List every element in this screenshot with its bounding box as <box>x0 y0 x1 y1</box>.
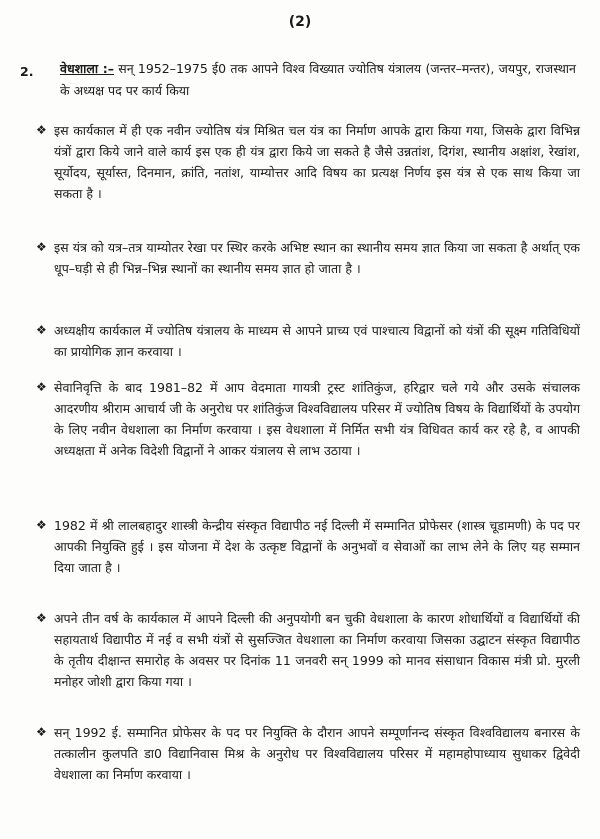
page-number: (2) <box>288 14 312 30</box>
bullet-text: सन् 1992 ई. सम्मानित प्रोफेसर के पद पर नियुक्ति के दौरान आपने सम्पूर्णानन्द संस्कृत विश्वविद्यालय बनारस के तत्कालीन कुलपति डा0 विद्यानिवास मिश्र के अनुरोध पर विश्वविद्यालय परिसर में महामहोपाध्याय सुधाकर द्विवेदी वेधशाला का निर्माण करवाया । <box>54 725 580 782</box>
bullet-text: सेवानिवृत्ति के बाद 1981–82 में आप वेदमाता गायत्री ट्रस्ट शांतिकुंज, हरिद्वार चले गये और उसके संचालक आदरणीय श्रीराम आचार्य जी के अनुरोध पर शांतिकुंज विश्वविद्यालय परिसर में ज्योतिष विषय के विद्यार्थियों के उपयोग के लिए नवीन वेधशाला का निर्माण करवाया । इस वेधशाला में निर्मित सभी यंत्र विधिवत कार्य कर रहे है, व आपकी अध्यक्षता में अनेक विदेशी विद्वानों ने आकर यंत्रालय से लाभ उठाया । <box>54 380 580 458</box>
diamond-bullet-icon: ❖ <box>36 518 47 532</box>
diamond-bullet-icon: ❖ <box>36 123 47 137</box>
bullet-text: इस कार्यकाल में ही एक नवीन ज्योतिष यंत्र मिश्रित चल यंत्र का निर्माण आपके द्वारा किया गया, जिसके द्वारा विभिन्न यंत्रों द्वारा किये जाने वाले कार्य इस एक ही यंत्र द्वारा किये जा सकते है जैसे उन्नतांश, दिगंश, स्थानीय अक्षांश, रेखांश, सूर्योदय, सूर्यास्त, दिनमान, क्रांति, नतांश, याम्योत्तर आदि विषय का प्रत्यक्ष निर्णय इस यंत्र से एक साथ किया जा सकता है । <box>54 123 580 201</box>
bullet-text: इस यंत्र को यत्र–तत्र याम्योतर रेखा पर स्थिर करके अभिष्ट स्थान का स्थानीय समय ज्ञात किया जा सकता है अर्थात् एक धूप–घड़ी से ही भिन्न–भिन्न स्थानों का स्थानीय समय ज्ञात हो जाता है । <box>54 240 580 276</box>
bullet-text: अपने तीन वर्ष के कार्यकाल में आपने दिल्ली की अनुपयोगी बन चुकी वेधशाला के कारण शोधार्थियों व विद्यार्थियों की सहायतार्थ विद्यापीठ में नई व सभी यंत्रों से सुसज्जित वेधशाला का निर्माण करवाया जिसका उद्घाटन संस्कृत विद्यापीठ के तृतीय दीक्षान्त समारोह के अवसर पर दिनांक 11 जनवरी सन् 1999 को मानव संसाधान विकास मंत्री प्रो. मुरली मनोहर जोशी द्वारा किया गया । <box>54 611 580 689</box>
bullet-item <box>36 722 580 785</box>
bullet-item <box>36 377 580 461</box>
bullet-item <box>36 237 580 279</box>
section-intro: सन् 1952–1975 ई0 तक आपने विश्व विख्यात ज्योतिष यंत्रालय (जन्तर–मन्तर), जयपुर, राजस्थान के अध्यक्ष पद पर कार्य किया <box>60 61 576 98</box>
bullet-text: 1982 में श्री लालबहादुर शास्त्री केन्द्रीय संस्कृत विद्यापीठ नई दिल्ली में सम्मानित प्रोफेसर (शास्त्र चूडामणी) के पद पर आपकी नियुक्ति हुई । इस योजना में देश के उत्कृष्ट विद्वानों के अनुभवों व सेवाओं का लाभ लेने के लिए यह सम्मान दिया जाता है । <box>54 518 580 575</box>
diamond-bullet-icon: ❖ <box>36 240 47 254</box>
bullet-item <box>36 608 580 692</box>
bullet-item <box>36 320 580 362</box>
diamond-bullet-icon: ❖ <box>36 323 47 337</box>
section-number: 2. <box>20 64 34 79</box>
section-title: वेधशाला :– <box>60 61 114 76</box>
section-heading <box>60 58 576 102</box>
bullet-text: अध्यक्षीय कार्यकाल में ज्योतिष यंत्रालय के माध्यम से आपने प्राच्य एवं पाश्चात्य विद्वानों को यंत्रों की सूक्ष्म गतिविधियों का प्रायोगिक ज्ञान करवाया । <box>54 323 580 359</box>
diamond-bullet-icon: ❖ <box>36 380 47 394</box>
diamond-bullet-icon: ❖ <box>36 725 47 739</box>
bullet-item <box>36 120 580 204</box>
diamond-bullet-icon: ❖ <box>36 611 47 625</box>
bullet-item <box>36 515 580 578</box>
